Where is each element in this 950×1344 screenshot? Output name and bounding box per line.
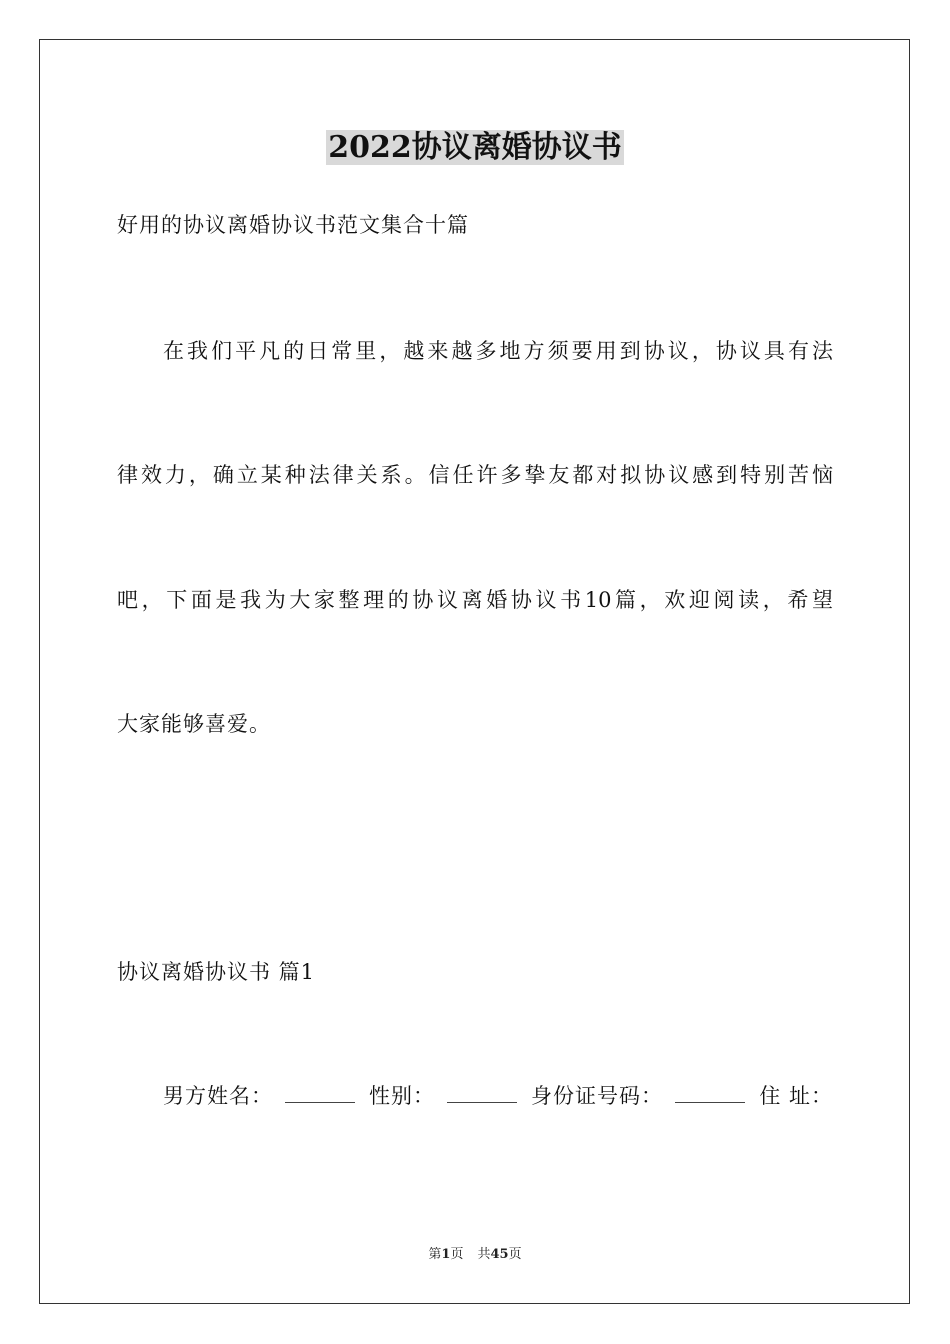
footer-total-prefix: 共 — [477, 1247, 491, 1262]
intro-line-1: 在我们平凡的日常里，越来越多地方须要用到协议，协议具有法 — [163, 339, 833, 363]
gender-blank — [447, 1084, 517, 1103]
footer-page-prefix: 第 — [428, 1247, 442, 1262]
document-subtitle: 好用的协议离婚协议书范文集合十篇 — [117, 213, 469, 237]
footer-page-number: 1 — [441, 1247, 451, 1262]
document-title — [0, 128, 950, 168]
footer-total-suffix: 页 — [508, 1247, 522, 1262]
footer-page-suffix: 页 — [450, 1247, 464, 1262]
intro-line-4: 大家能够喜爱。 — [117, 712, 271, 736]
id-number-blank — [675, 1084, 745, 1103]
name-blank — [285, 1084, 355, 1103]
intro-line-3: 吧，下面是我为大家整理的协议离婚协议书10篇，欢迎阅读，希望 — [117, 588, 833, 612]
gender-label: 性别： — [369, 1084, 435, 1108]
document-title-text: 2022协议离婚协议书 — [328, 130, 622, 165]
address-label: 住 址： — [759, 1084, 833, 1108]
intro-line-2: 律效力，确立某种法律关系。信任许多挚友都对拟协议感到特别苦恼 — [117, 463, 833, 487]
page-footer — [0, 1246, 950, 1264]
footer-total-pages: 45 — [490, 1247, 509, 1262]
name-label: 男方姓名： — [163, 1084, 273, 1108]
section-heading: 协议离婚协议书 篇1 — [117, 960, 316, 984]
id-number-label: 身份证号码： — [531, 1084, 663, 1108]
party-info-form-line — [163, 1081, 833, 1111]
